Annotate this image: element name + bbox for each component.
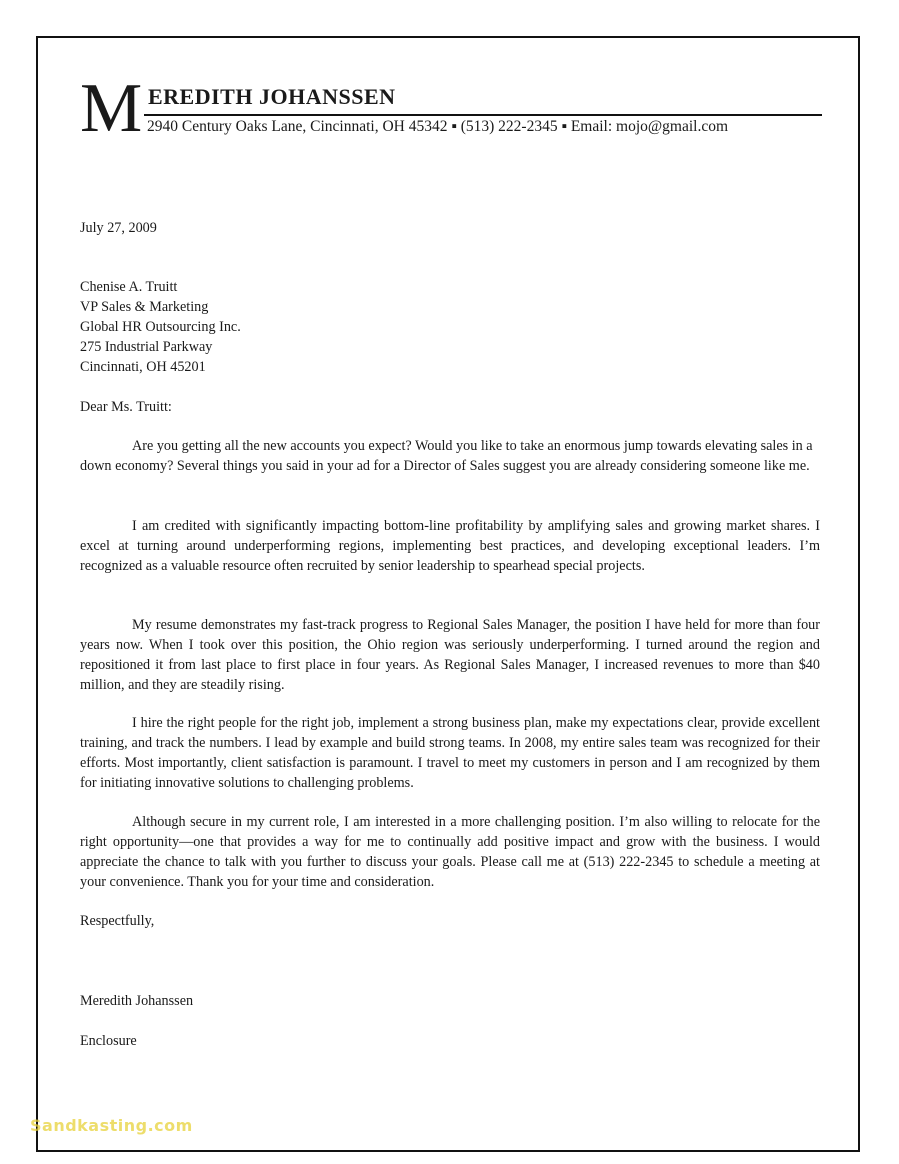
recipient-block <box>80 277 820 377</box>
closing: Respectfully, <box>80 913 155 929</box>
recipient-name: Chenise A. Truitt <box>80 279 178 295</box>
page-border <box>36 36 860 1152</box>
salutation: Dear Ms. Truitt: <box>80 399 172 415</box>
paragraph-3: My resume demonstrates my fast-track progress to Regional Sales Manager, the position I have held for more than four years now. When I took over this position, the Ohio region was seriously underperforming. I turned around the region and repositioned it from last place to first place in four years. As Regional Sales Manager, I increased revenues to more than $40 million, and they are steadily rising. <box>80 617 820 693</box>
letterhead-rule <box>144 114 822 116</box>
letterhead <box>80 70 822 147</box>
recipient-title: VP Sales & Marketing <box>80 299 209 315</box>
paragraph-2: I am credited with significantly impacting bottom-line profitability by amplifying sales and growing market shares. I excel at turning around underperforming regions, implementing best practices, and developing exceptional leaders. I’m recognized as a valuable resource often recruited by senior leadership to spearhead special projects. <box>80 518 820 574</box>
recipient-city: Cincinnati, OH 45201 <box>80 359 206 375</box>
letter-date: July 27, 2009 <box>80 220 157 236</box>
recipient-company: Global HR Outsourcing Inc. <box>80 319 241 335</box>
paragraph-5: Although secure in my current role, I am interested in a more challenging position. I’m also willing to relocate for the right opportunity—one that provides a way for me to continually add positive impact and grow with the business. I would appreciate the chance to talk with you further to discuss your goals. Please call me at (513) 222-2345 to schedule a meeting at your convenience. Thank you for your time and consideration. <box>80 814 820 890</box>
signature-name: Meredith Johanssen <box>80 993 194 1009</box>
letterhead-name: EREDITH JOHANSSEN <box>148 84 396 109</box>
watermark: Sandkasting.com <box>30 1116 193 1135</box>
recipient-street: 275 Industrial Parkway <box>80 339 213 355</box>
letterhead-initial: M <box>80 70 141 147</box>
paragraph-1: Are you getting all the new accounts you expect? Would you like to take an enormous jump towards elevating sales in a down economy? Several things you said in your ad for a Director of Sales suggest you are already considering someone like me. <box>80 438 813 474</box>
paragraph-4: I hire the right people for the right job, implement a strong business plan, make my expectations clear, provide excellent training, and track the numbers. I lead by example and build strong teams. In 2008, my entire sales team was recognized for their efforts. Most importantly, client satisfaction is paramount. I travel to meet my customers in person and I am recognized by them for initiating innovative solutions to challenging problems. <box>80 715 820 791</box>
letterhead-contact: 2940 Century Oaks Lane, Cincinnati, OH 45342 ▪ (513) 222-2345 ▪ Email: mojo@gmail.com <box>147 118 729 135</box>
enclosure-note: Enclosure <box>80 1033 137 1049</box>
